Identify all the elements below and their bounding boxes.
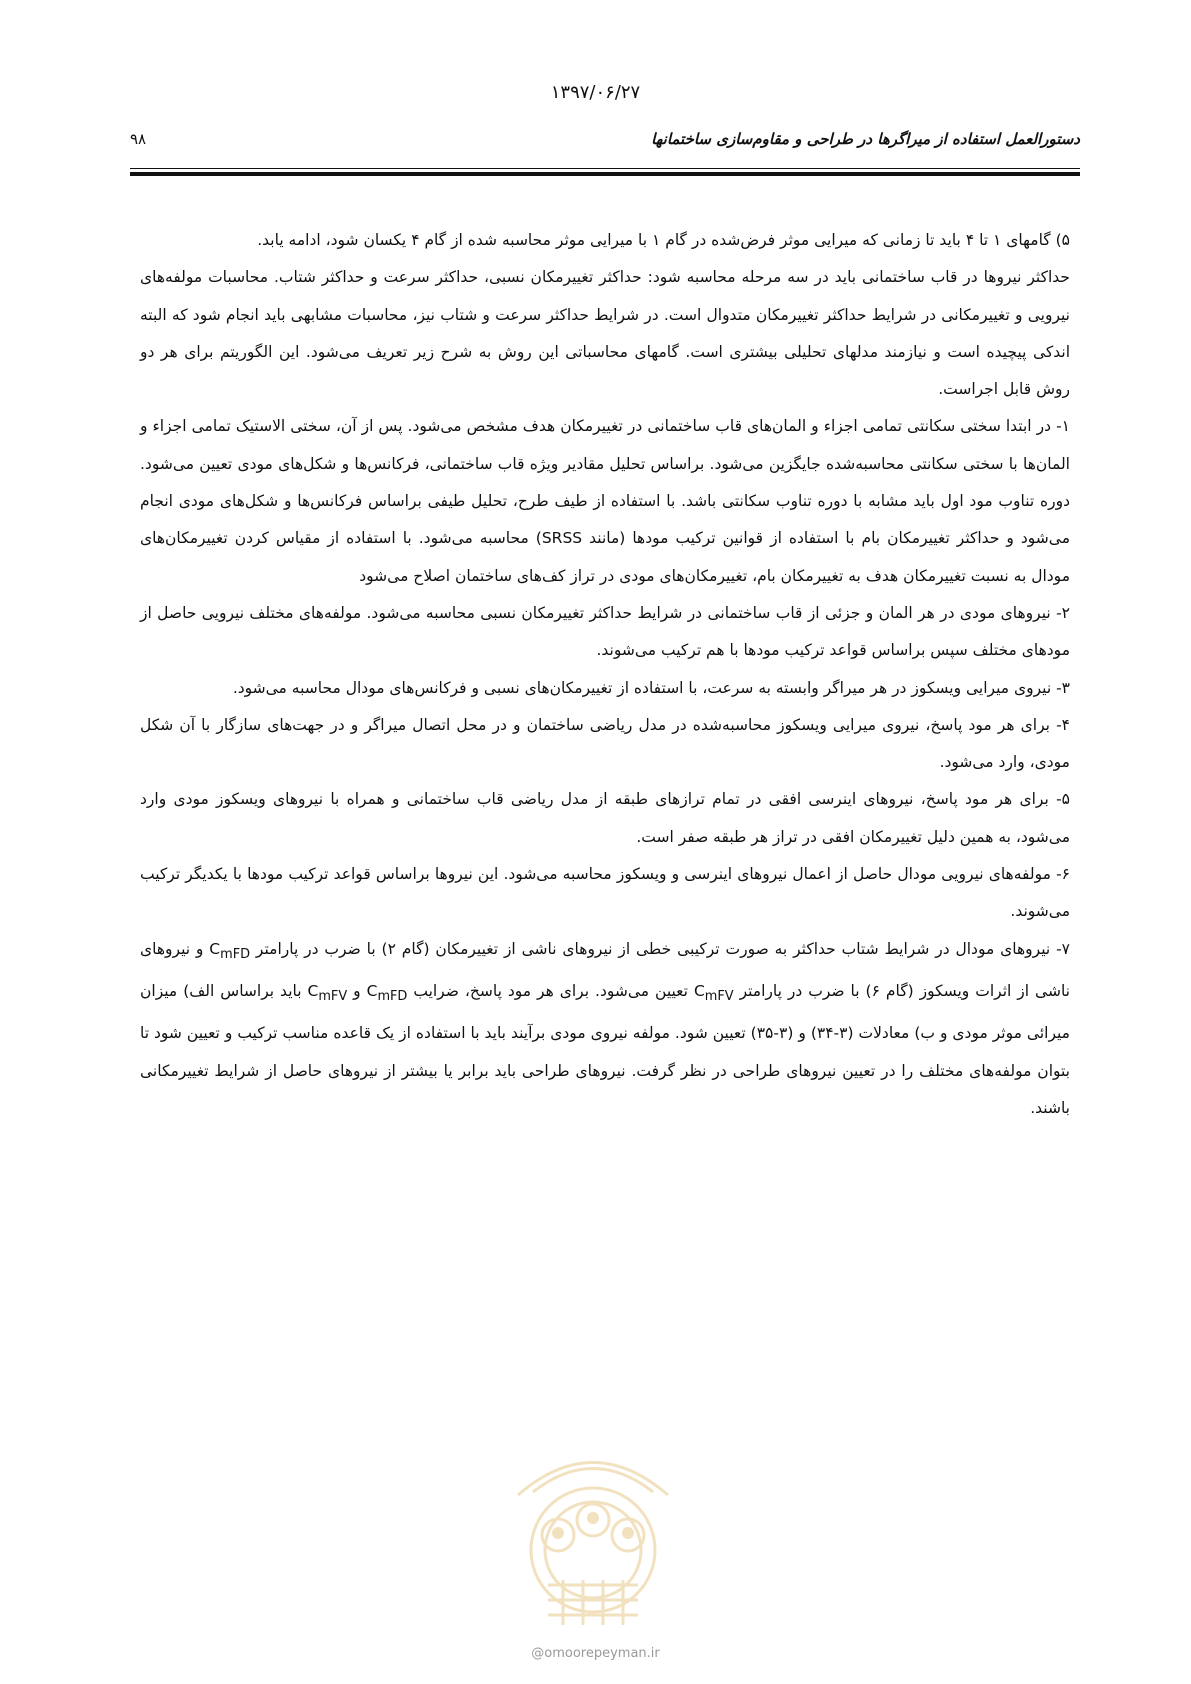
- header-rule-thin: [130, 168, 1080, 169]
- page-number: ۹۸: [130, 130, 147, 148]
- paragraph-step-7: ۷- نیروهای مودال در شرایط شتاب حداکثر به صورت ترکیبی خطی از نیروهای ناشی از تغییرمکان (گام ۲) با ضرب در پارامتر $C_{mFD}$ و نیروهای ناشی از اثرات ویسکوز (گام ۶) با ضرب در پارامتر $C_{mFV}$ تعیین می‌شود. برای هر مود پاسخ، ضرایب $C_{mFD}$ و $C_{mFV}$ باید براساس الف) میزان میرائی موثر مودی و ب) معادلات (۳-۳۴) و (۳-۳۵) تعیین شود. مولفه نیروی مودی برآیند باید با استفاده از یک قاعده مناسب ترکیب و تعیین شود تا بتوان مولفه‌های مختلف را در تعیین نیروهای طراحی در نظر گرفت. نیروهای طراحی باید برابر یا بیشتر از نیروهای حاصل از شرایط تغییرمکانی باشند.: [140, 939, 1070, 1118]
- coefficient-cmfv: $C_{mFV}$: [693, 982, 734, 1005]
- paragraph-step-6: ۶- مولفه‌های نیرویی مودال حاصل از اعمال نیروهای اینرسی و ویسکوز محاسبه می‌شود. این نیروها براساس قواعد ترکیب مودها با یکدیگر ترکیب می‌شوند.: [140, 865, 1070, 921]
- header-rule-thick: [130, 172, 1080, 176]
- watermark-site-text: @omoorepeyman.ir: [531, 1646, 660, 1661]
- coefficient-cmfd: $C_{mFD}$: [366, 982, 408, 1005]
- body-text: [140, 222, 1070, 1127]
- paragraph-max-forces: حداکثر نیروها در قاب ساختمانی باید در سه مرحله محاسبه شود: حداکثر تغییرمکان نسبی، حداکثر سرعت و حداکثر شتاب. محاسبات مولفه‌های نیرویی و تغییرمکانی در شرایط حداکثر تغییرمکان متدوال است. در شرایط حداکثر سرعت و شتاب نیز، محاسبات مشابهی باید انجام شود که البته اندکی پیچیده است و نیازمند مدلهای تحلیلی بیشتری است. گامهای محاسباتی این روش به شرح زیر تعریف می‌شود. این الگوریتم برای هر دو روش قابل اجراست.: [140, 268, 1070, 399]
- paragraph-step-1: ۱- در ابتدا سختی سکانتی تمامی اجزاء و المان‌های قاب ساختمانی در تغییرمکان هدف مشخص می‌شود. پس از آن، سختی الاستیک تمامی اجزاء و المان‌ها با سختی سکانتی محاسبه‌شده جایگزین می‌شود. براساس تحلیل مقادیر ویژه قاب ساختمانی، فرکانس‌ها و شکل‌های مودی تعیین می‌شود. دوره تناوب مود اول باید مشابه با دوره تناوب سکانتی باشد. با استفاده از طیف طرح، تحلیل طیفی براساس فرکانس‌ها و شکل‌های مودی انجام می‌شود و حداکثر تغییرمکان بام با استفاده از قوانین ترکیب مودها (مانند SRSS) محاسبه می‌شود. با استفاده از مقیاس کردن تغییرمکان‌های مودال به نسبت تغییرمکان هدف به تغییرمکان بام، تغییرمکان‌های مودی در تراز کف‌های ساختمان اصلاح می‌شود: [140, 417, 1070, 585]
- watermark-logo: [488, 1400, 698, 1650]
- coefficient-cmfv: $C_{mFV}$: [307, 982, 348, 1005]
- paragraph-step5-iteration: ۵) گامهای ۱ تا ۴ باید تا زمانی که میرایی موثر فرض‌شده در گام ۱ با میرایی موثر محاسبه شده از گام ۴ یکسان شود، ادامه یابد.: [257, 231, 1070, 249]
- paragraph-step-2: ۲- نیروهای مودی در هر المان و جزئی از قاب ساختمانی در شرایط حداکثر تغییرمکان نسبی محاسبه می‌شود. مولفه‌های مختلف نیرویی حاصل از مودهای مختلف سپس براساس قواعد ترکیب مودها با هم ترکیب می‌شوند.: [140, 603, 1070, 660]
- document-date: ۱۳۹۷/۰۶/۲۷: [550, 82, 641, 103]
- paragraph-step-4: ۴- برای هر مود پاسخ، نیروی میرایی ویسکوز محاسبه‌شده در مدل ریاضی ساختمان و در محل اتصال میراگر و در جهت‌های سازگار با آن شکل مودی، وارد می‌شود.: [140, 715, 1070, 772]
- coefficient-cmfd: $C_{mFD}$: [209, 939, 251, 962]
- paragraph-step-5: ۵- برای هر مود پاسخ، نیروهای اینرسی افقی در تمام ترازهای طبقه از مدل ریاضی قاب ساختمانی و همراه با نیروهای ویسکوز مودی وارد می‌شود، به همین دلیل تغییرمکان افقی در تراز هر طبقه صفر است.: [140, 790, 1070, 846]
- page-header: [130, 130, 1080, 156]
- running-title: دستورالعمل استفاده از میراگرها در طراحی و مقاوم‌سازی ساختمانها: [651, 130, 1080, 148]
- paragraph-step-3: ۳- نیروی میرایی ویسکوز در هر میراگر وابسته به سرعت، با استفاده از تغییرمکان‌های نسبی و فرکانس‌های مودال محاسبه می‌شود.: [232, 678, 1070, 697]
